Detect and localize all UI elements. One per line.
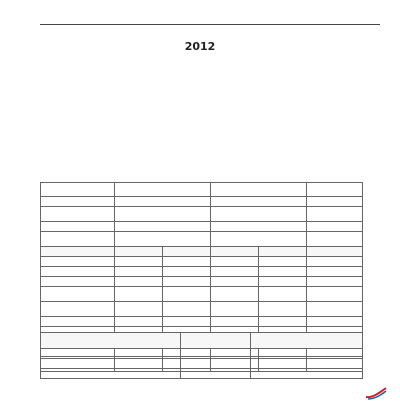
table-header-cell — [307, 183, 363, 197]
table-cell — [115, 222, 211, 232]
table-header-cell — [115, 247, 163, 257]
table-subheader-row — [41, 247, 363, 257]
table-cell — [307, 232, 363, 247]
section1-paragraph-line — [40, 96, 380, 105]
table-cell — [211, 317, 259, 327]
table-row — [41, 369, 363, 379]
section1-paragraph-line — [54, 116, 380, 125]
running-head — [180, 12, 380, 21]
row-label — [41, 359, 181, 369]
section1-paragraph-line — [54, 126, 380, 135]
table-cell — [181, 349, 251, 359]
table-cell — [307, 207, 363, 222]
table-cell — [251, 359, 363, 369]
table-header-cell — [181, 333, 251, 349]
table-row — [41, 207, 363, 222]
row-label — [41, 317, 115, 327]
table-header-cell — [251, 333, 363, 349]
table-row — [41, 232, 363, 247]
table-cell — [163, 302, 211, 317]
table-cell — [115, 277, 163, 287]
table-cell — [163, 267, 211, 277]
table-cell — [211, 287, 259, 302]
table-header-cell — [115, 183, 211, 197]
table-cell — [251, 369, 363, 379]
non-recurring-items-table — [40, 332, 363, 379]
row-label — [41, 232, 115, 247]
table-row — [41, 277, 363, 287]
table-cell — [211, 197, 307, 207]
table-header-cell — [259, 247, 307, 257]
table-cell — [307, 197, 363, 207]
table-cell — [181, 369, 251, 379]
table-cell — [259, 287, 307, 302]
row-label — [41, 287, 115, 302]
table-cell — [181, 359, 251, 369]
unit-note — [40, 172, 240, 181]
table-cell — [115, 257, 163, 267]
table-cell — [307, 257, 363, 267]
table-cell — [211, 232, 307, 247]
table-cell — [259, 277, 307, 287]
table-row — [41, 302, 363, 317]
table-header-row — [41, 183, 363, 197]
cninfo-logo — [330, 386, 390, 406]
section2-heading — [40, 146, 240, 156]
table-header-cell — [211, 247, 259, 257]
table-cell — [163, 277, 211, 287]
table-cell — [259, 317, 307, 327]
row-label — [41, 257, 115, 267]
logo-caption — [330, 400, 390, 406]
table-cell — [211, 207, 307, 222]
row-label — [41, 349, 181, 359]
table-header-cell — [41, 333, 181, 349]
logo-wordmark — [330, 386, 366, 400]
table-row — [41, 257, 363, 267]
table-cell — [163, 287, 211, 302]
section2-subheading — [54, 160, 254, 170]
row-label — [41, 207, 115, 222]
table-cell — [211, 302, 259, 317]
table-row — [41, 317, 363, 327]
header-rule — [40, 24, 380, 25]
table-cell — [307, 287, 363, 302]
table-header-cell — [163, 247, 211, 257]
table-header-row — [41, 333, 363, 349]
table-cell — [163, 257, 211, 267]
document-title: 2012 — [184, 40, 216, 53]
table-row — [41, 359, 363, 369]
row-label — [41, 197, 115, 207]
table-cell — [259, 302, 307, 317]
table-cell — [211, 222, 307, 232]
table-row — [41, 267, 363, 277]
table-cell — [307, 317, 363, 327]
table-row — [41, 287, 363, 302]
table-cell — [307, 267, 363, 277]
table-cell — [163, 317, 211, 327]
table-cell — [259, 267, 307, 277]
table-header-cell — [307, 247, 363, 257]
table-header-cell — [41, 183, 115, 197]
swoosh-icon — [364, 386, 388, 400]
table-cell — [307, 302, 363, 317]
table-header-cell — [41, 247, 115, 257]
table-cell — [211, 267, 259, 277]
table-cell — [115, 267, 163, 277]
section1-heading — [40, 70, 240, 80]
table-row — [41, 222, 363, 232]
row-label — [41, 302, 115, 317]
table-cell — [115, 207, 211, 222]
table-cell — [115, 287, 163, 302]
table-cell — [115, 302, 163, 317]
section1-paragraph-line — [54, 106, 380, 115]
table-cell — [115, 232, 211, 247]
row-label — [41, 222, 115, 232]
table-cell — [115, 197, 211, 207]
table-cell — [307, 277, 363, 287]
table-row — [41, 349, 363, 359]
table-cell — [251, 349, 363, 359]
table-cell — [307, 222, 363, 232]
table-cell — [115, 317, 163, 327]
section1-paragraph-line — [54, 86, 380, 95]
row-label — [41, 369, 181, 379]
table-header-cell — [211, 183, 307, 197]
table-cell — [259, 257, 307, 267]
table-cell — [211, 277, 259, 287]
table-cell — [211, 257, 259, 267]
row-label — [41, 267, 115, 277]
table-row — [41, 197, 363, 207]
row-label — [41, 277, 115, 287]
